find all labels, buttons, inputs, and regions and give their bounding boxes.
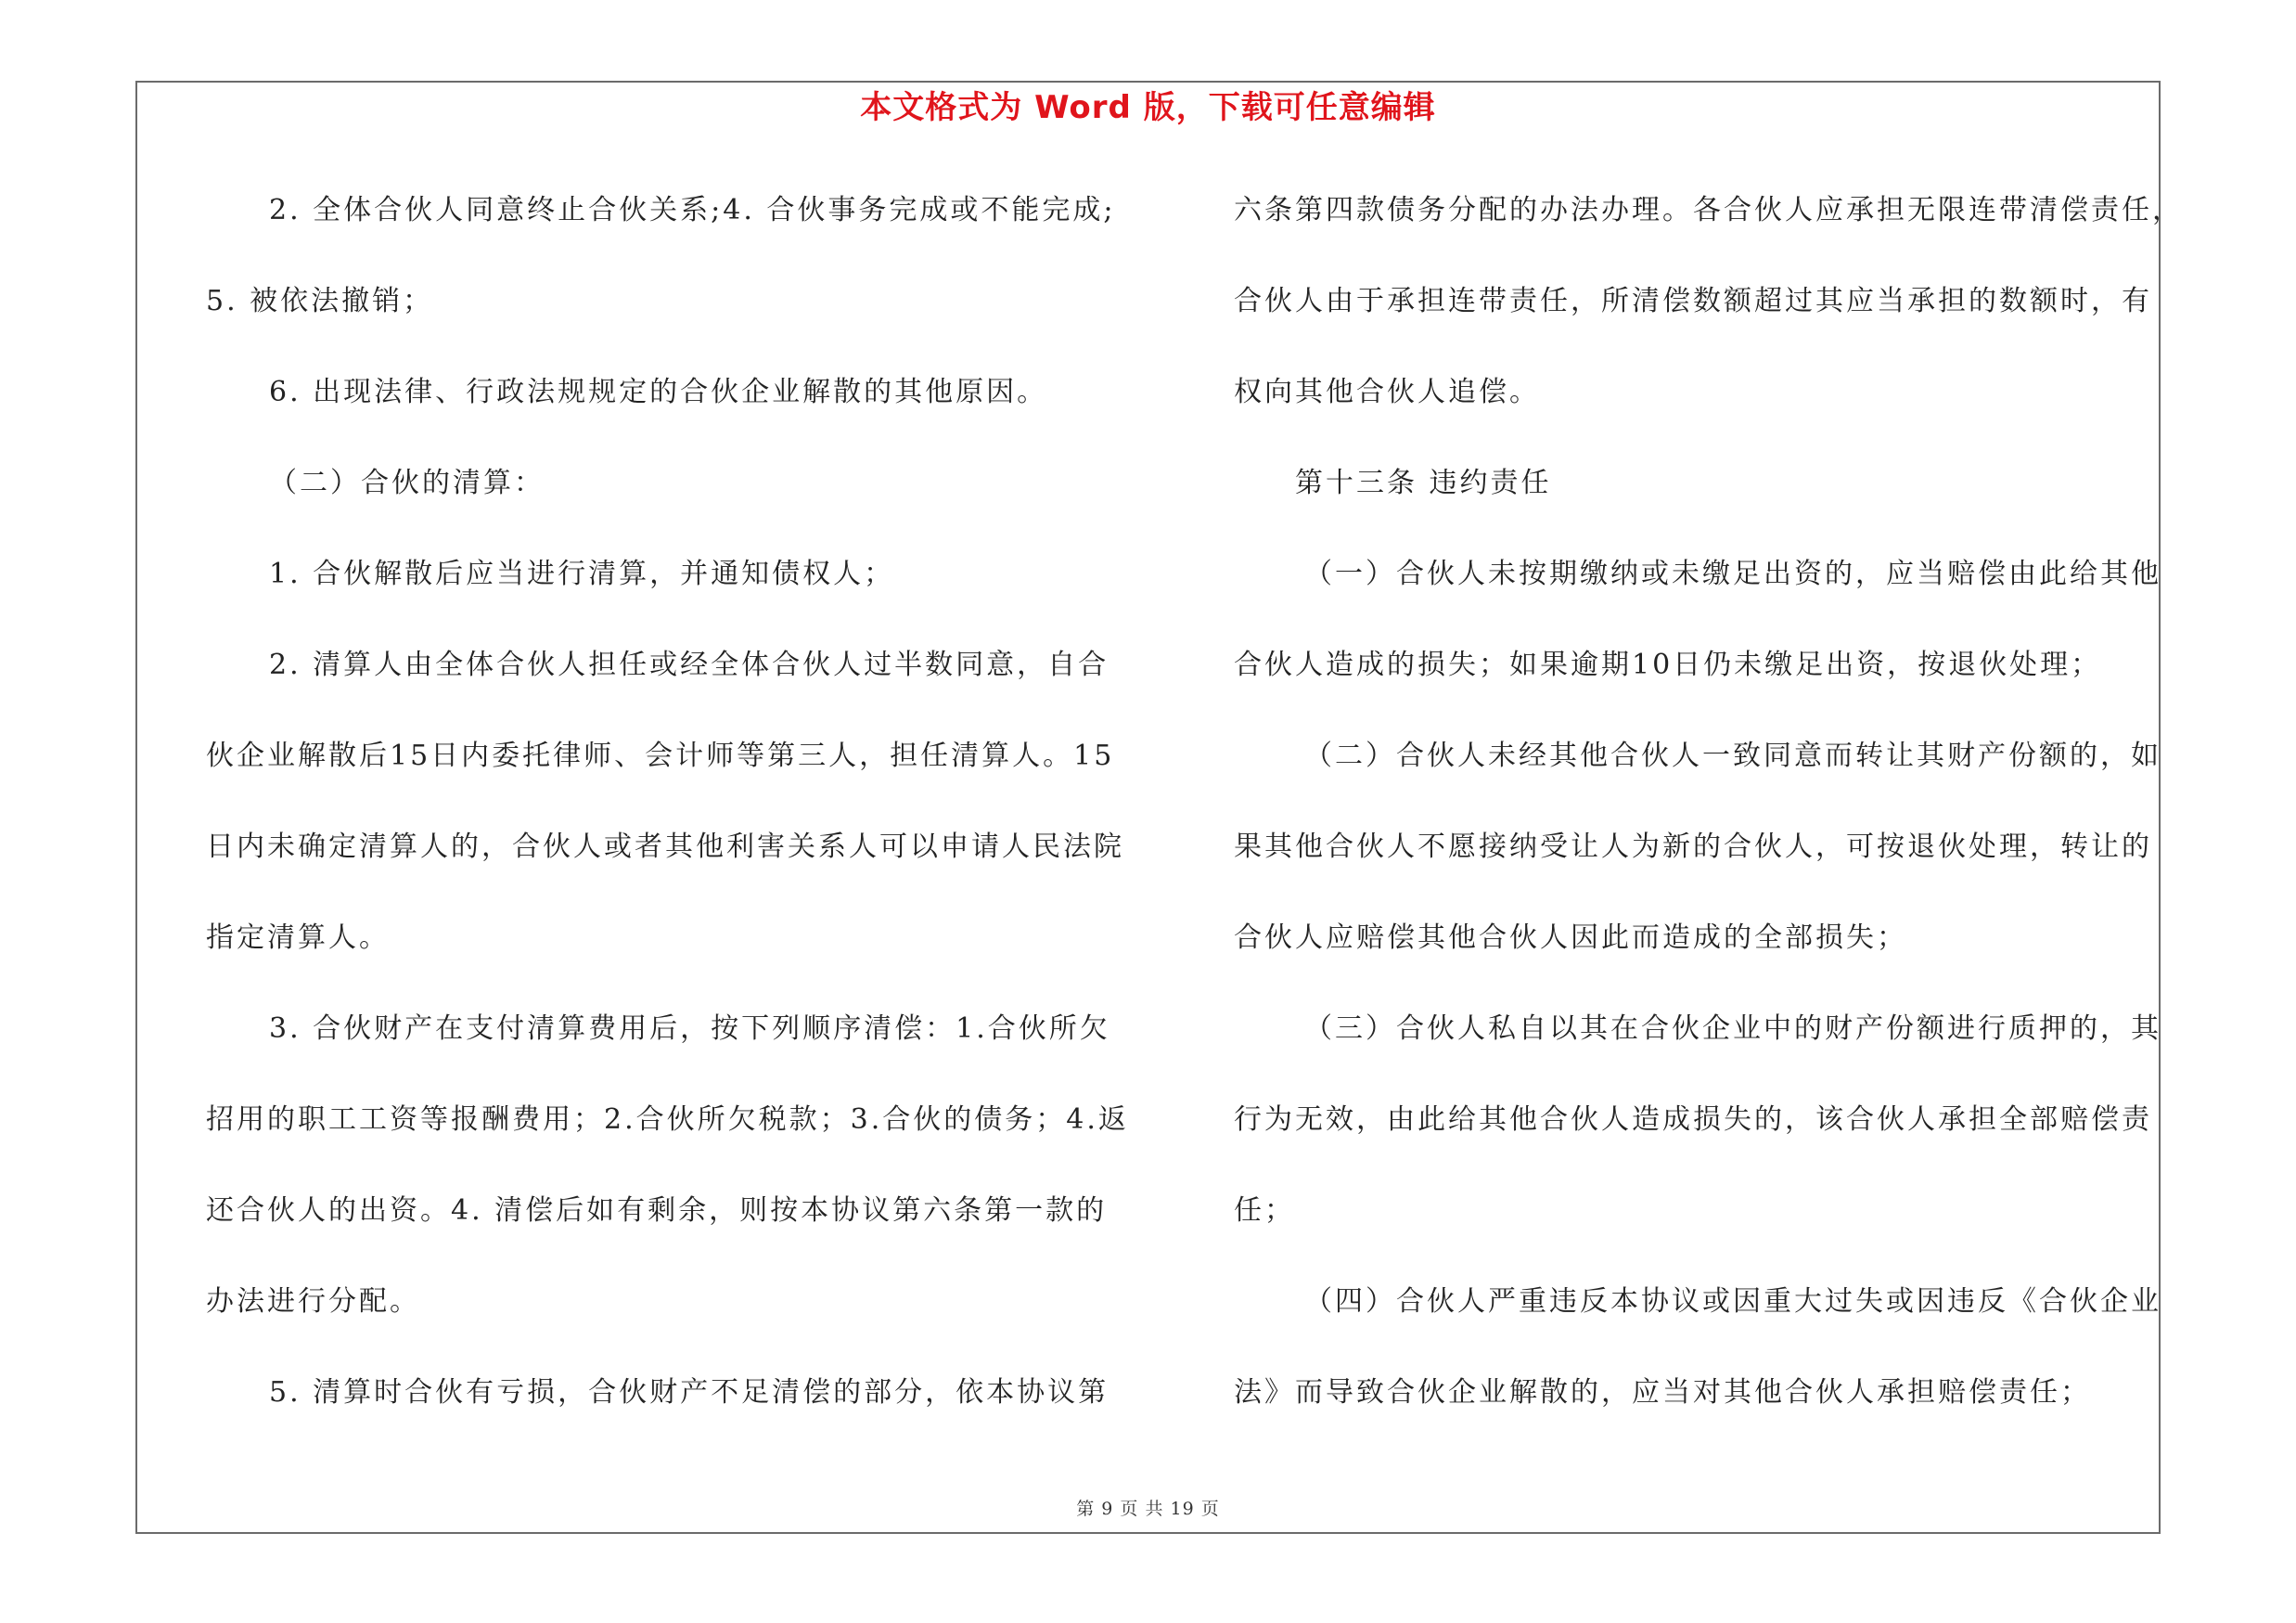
paragraph-line: 指定清算人。: [206, 921, 390, 954]
paragraph-line: 六条第四款债务分配的办法办理。各合伙人应承担无限连带清偿责任，: [1234, 194, 2183, 226]
paragraph-line: 2. 清算人由全体合伙人担任或经全体合伙人过半数同意，自合: [269, 649, 1110, 681]
paragraph-line: 还合伙人的出资。4. 清偿后如有剩余，则按本协议第六条第一款的: [206, 1194, 1108, 1227]
paragraph-line: （二）合伙人未经其他合伙人一致同意而转让其财产份额的，如: [1304, 740, 2161, 772]
paragraph-line: 合伙人造成的损失；如果逾期10日仍未缴足出资，按退伙处理；: [1234, 649, 2102, 681]
paragraph-line: 伙企业解散后15日内委托律师、会计师等第三人，担任清算人。15: [206, 740, 1115, 772]
paragraph-line: 合伙人由于承担连带责任，所清偿数额超过其应当承担的数额时，有: [1234, 285, 2152, 317]
article-heading: 第十三条 违约责任: [1295, 467, 1552, 499]
paragraph-line: （一）合伙人未按期缴纳或未缴足出资的，应当赔偿由此给其他: [1304, 558, 2161, 590]
paragraph-line: 果其他合伙人不愿接纳受让人为新的合伙人，可按退伙处理，转让的: [1234, 831, 2152, 863]
paragraph-line: 招用的职工工资等报酬费用；2.合伙所欠税款；3.合伙的债务；4.返: [206, 1103, 1129, 1136]
paragraph-line: 1. 合伙解散后应当进行清算，并通知债权人；: [269, 558, 895, 590]
paragraph-line: 日内未确定清算人的，合伙人或者其他利害关系人可以申请人民法院: [206, 831, 1124, 863]
paragraph-line: 合伙人应赔偿其他合伙人因此而造成的全部损失；: [1234, 921, 1907, 954]
paragraph-line: 行为无效，由此给其他合伙人造成损失的，该合伙人承担全部赔偿责: [1234, 1103, 2152, 1136]
paragraph-line: 6. 出现法律、行政法规规定的合伙企业解散的其他原因。: [269, 376, 1048, 408]
paragraph-line: （四）合伙人严重违反本协议或因重大过失或因违反《合伙企业: [1304, 1285, 2161, 1318]
right-column: [1234, 187, 2183, 1461]
left-column: [206, 187, 1134, 1461]
paragraph-line: 5. 清算时合伙有亏损，合伙财产不足清偿的部分，依本协议第: [269, 1376, 1110, 1409]
section-heading: （二）合伙的清算：: [269, 467, 545, 499]
page-header-title: 本文格式为 Word 版，下载可任意编辑: [860, 89, 1436, 126]
paragraph-line: 法》而导致合伙企业解散的，应当对其他合伙人承担赔偿责任；: [1234, 1376, 2091, 1409]
paragraph-line: 任；: [1234, 1194, 1295, 1227]
paragraph-line: 权向其他合伙人追偿。: [1234, 376, 1540, 408]
paragraph-line: 2. 全体合伙人同意终止合伙关系;4. 合伙事务完成或不能完成;: [269, 194, 1116, 226]
paragraph-line: 办法进行分配。: [206, 1285, 420, 1318]
page-number-footer: 第 9 页 共 19 页: [1076, 1499, 1220, 1519]
paragraph-line: 5. 被依法撤销；: [206, 285, 434, 317]
paragraph-line: 3. 合伙财产在支付清算费用后，按下列顺序清偿：1.合伙所欠: [269, 1012, 1110, 1045]
paragraph-line: （三）合伙人私自以其在合伙企业中的财产份额进行质押的，其: [1304, 1012, 2161, 1045]
